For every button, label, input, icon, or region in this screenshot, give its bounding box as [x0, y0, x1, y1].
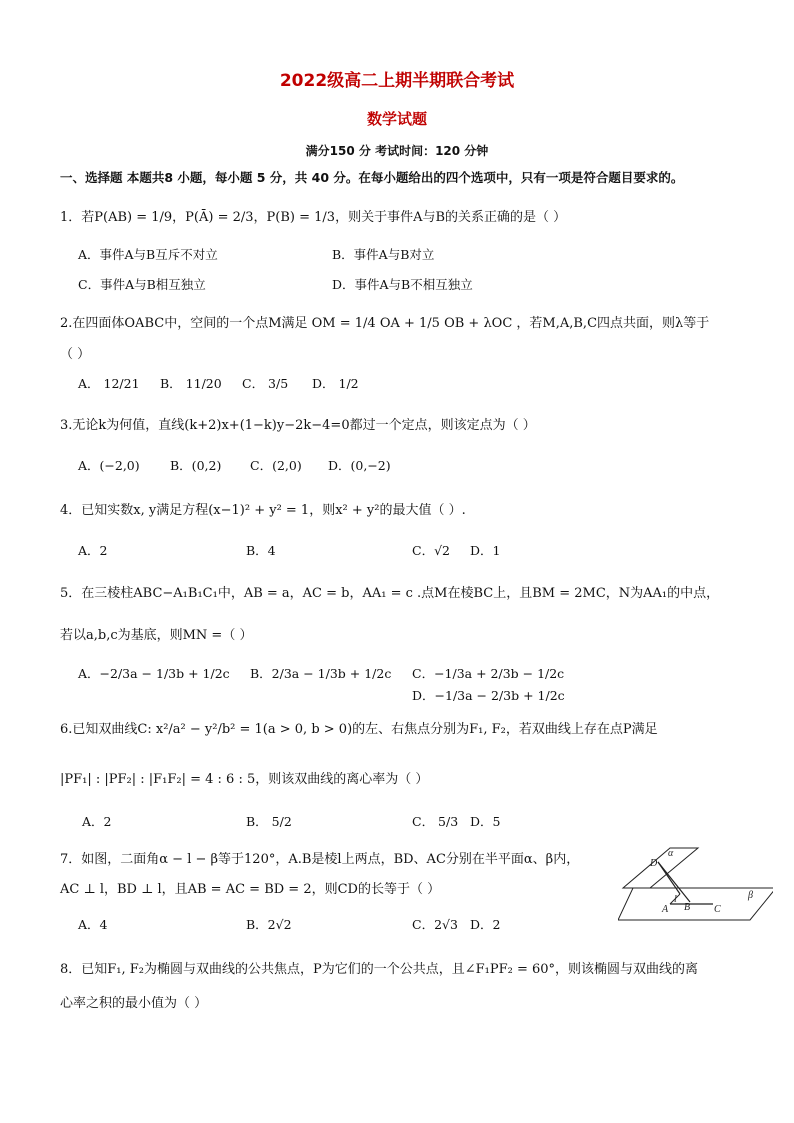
- question-3-option-d: D．(0,−2): [328, 458, 391, 473]
- question-2-stem-cont: （ ）: [60, 347, 91, 362]
- label-alpha: α: [668, 848, 674, 859]
- question-4-stem: 4．已知实数x, y满足方程(x−1)² + y² = 1，则x² + y²的最大值（ ）.: [60, 503, 466, 518]
- question-7-option-a: A．4: [78, 917, 108, 932]
- question-5-option-b: B．2/3a − 1/3b + 1/2c: [250, 666, 392, 681]
- question-3-option-c: C．(2,0): [250, 458, 302, 473]
- exam-subtitle: 数学试题: [366, 110, 427, 128]
- question-1-option-d: D．事件A与B不相互独立: [332, 277, 473, 292]
- question-2-option-c: C． 3/5: [242, 376, 289, 391]
- question-2-option-b: B． 11/20: [160, 376, 222, 391]
- question-8-stem-cont: 心率之积的最小值为（ ）: [60, 996, 208, 1011]
- question-6-option-a: A．2: [82, 814, 112, 829]
- question-6-stem: 6.已知双曲线C: x²/a² − y²/b² = 1(a > 0, b > 0)的左、右焦点分别为F₁, F₂，若双曲线上存在点P满足: [60, 722, 658, 737]
- question-4-option-d: D．1: [470, 543, 501, 558]
- question-4-option-b: B．4: [246, 543, 276, 558]
- question-7-option-d: D．2: [470, 917, 501, 932]
- question-2-option-d: D． 1/2: [312, 376, 359, 391]
- question-6-option-c: C． 5/3: [412, 814, 459, 829]
- plane-alpha: [623, 848, 698, 888]
- question-7-stem: 7．如图，二面角α − l − β等于120°，A.B是棱l上两点，BD、AC分别在半平面α、β内，: [60, 852, 580, 867]
- question-3-option-a: A．(−2,0): [78, 458, 140, 473]
- question-6-stem-cont: |PF₁| : |PF₂| : |F₁F₂| = 4 : 6 : 5，则该双曲线的离心率为（ ）: [60, 772, 429, 787]
- label-a: A: [662, 904, 669, 915]
- question-5-option-d: D．−1/3a − 2/3b + 1/2c: [412, 688, 565, 703]
- label-d: D: [650, 858, 658, 869]
- exam-info: 满分150 分 考试时间：120 分钟: [305, 144, 489, 158]
- dihedral-angle-figure: [618, 840, 773, 930]
- question-5-option-c: C．−1/3a + 2/3b − 1/2c: [412, 666, 565, 681]
- question-1-option-c: C．事件A与B相互独立: [78, 277, 206, 292]
- label-c: C: [714, 904, 721, 915]
- exam-title: 2022级高二上期半期联合考试: [279, 71, 515, 91]
- question-1-option-a: A．事件A与B互斥不对立: [78, 247, 218, 262]
- question-7-stem-cont: AC ⊥ l，BD ⊥ l，且AB = AC = BD = 2，则CD的长等于（ ）: [60, 882, 441, 897]
- question-4-option-a: A．2: [78, 543, 108, 558]
- question-4-option-c: C．√2: [412, 543, 450, 558]
- section-heading: 一、选择题 本题共8 小题，每小题 5 分，共 40 分。在每小题给出的四个选项中，只有一项是符合题目要求的。: [60, 170, 684, 185]
- question-6-option-d: D．5: [470, 814, 501, 829]
- question-3-stem: 3.无论k为何值，直线(k+2)x+(1−k)y−2k−4=0都过一个定点，则该定点为（ ）: [60, 418, 536, 433]
- question-2-option-a: A． 12/21: [78, 376, 140, 391]
- question-5-stem: 5．在三棱柱ABC−A₁B₁C₁中，AB = a，AC = b，AA₁ = c .点M在棱BC上，且BM = 2MC，N为AA₁的中点，: [60, 586, 720, 601]
- label-beta: β: [748, 890, 753, 901]
- question-3-option-b: B．(0,2): [170, 458, 222, 473]
- question-1-stem: 1．若P(AB) = 1/9，P(Ā) = 2/3，P(B) = 1/3，则关于事件A与B的关系正确的是（ ）: [60, 210, 567, 225]
- label-b: B: [684, 902, 691, 913]
- question-5-option-a: A．−2/3a − 1/3b + 1/2c: [78, 666, 230, 681]
- question-1-option-b: B．事件A与B对立: [332, 247, 435, 262]
- question-7-option-b: B．2√2: [246, 917, 292, 932]
- question-2-stem: 2.在四面体OABC中，空间的一个点M满足 OM = 1/4 OA + 1/5 OB + λOC ，若M,A,B,C四点共面，则λ等于: [60, 316, 710, 331]
- question-7-option-c: C．2√3: [412, 917, 458, 932]
- question-8-stem: 8．已知F₁, F₂为椭圆与双曲线的公共焦点，P为它们的一个公共点，且∠F₁PF₂ = 60°，则该椭圆与双曲线的离: [60, 962, 699, 977]
- label-l: l: [674, 894, 677, 905]
- question-5-stem-cont: 若以a,b,c为基底，则MN =（ ）: [60, 628, 253, 643]
- question-6-option-b: B． 5/2: [246, 814, 292, 829]
